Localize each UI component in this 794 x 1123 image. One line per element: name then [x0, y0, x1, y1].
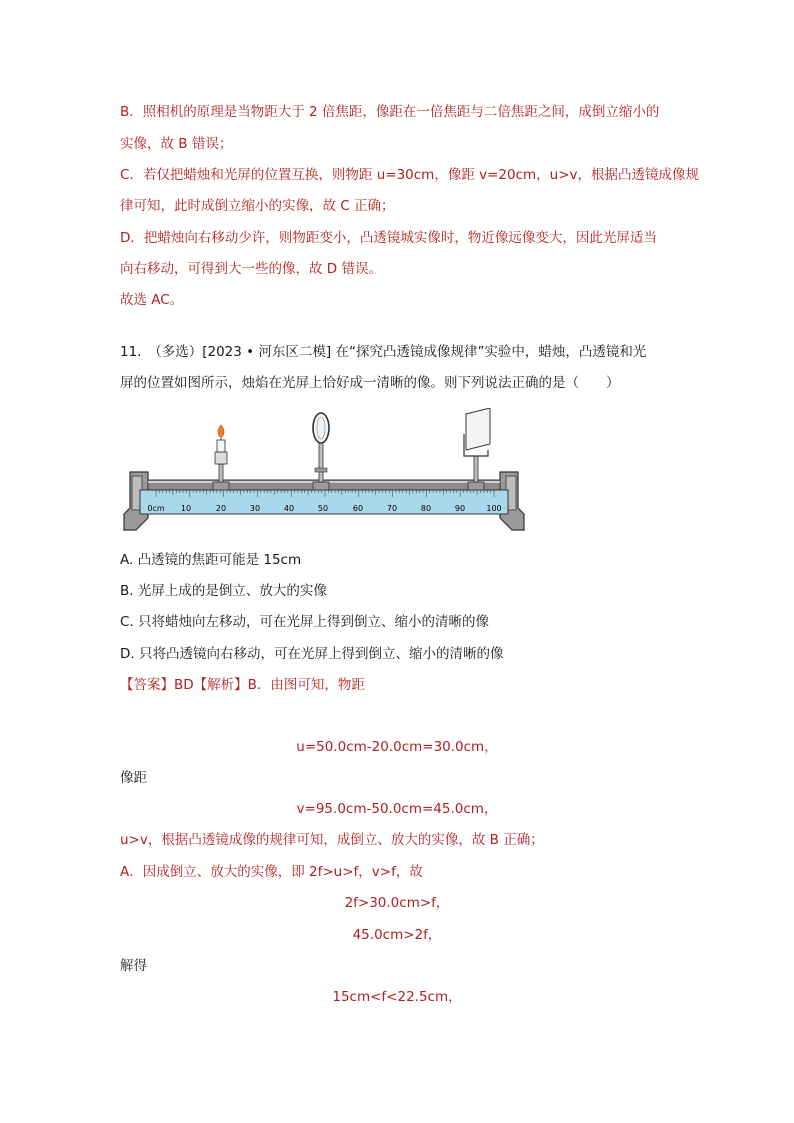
ruler-label-90: 90 [454, 504, 466, 513]
answer-line3: A．因成倒立、放大的实像，即 2f>u>f，v>f，故 [120, 864, 423, 880]
answer-eq4: 45.0cm>2f， [352, 927, 442, 943]
ruler-label-80: 80 [420, 504, 432, 513]
optical-bench-figure [118, 408, 530, 536]
option-c: C. 只将蜡烛向左移动，可在光屏上得到倒立、缩小的清晰的像 [120, 614, 490, 630]
ruler-label-70: 70 [386, 504, 398, 513]
light-screen [464, 408, 490, 490]
explanation-prev-line2: 实像，故 B 错误； [120, 136, 233, 152]
explanation-prev-line4: 律可知，此时成倒立缩小的实像，故 C 正确； [120, 198, 395, 214]
answer-line2: u>v，根据凸透镜成像的规律可知，成倒立、放大的实像，故 B 正确； [120, 832, 544, 848]
ruler-label-100: 100 [486, 504, 502, 513]
ruler-label-40: 40 [283, 504, 295, 513]
explanation-prev-line5: D．把蜡烛向右移动少许，则物距变小，凸透镜城实像时，物近像远像变大，因此光屏适当 [120, 230, 657, 246]
explanation-prev-line7: 故选 AC。 [120, 292, 184, 308]
explanation-prev-line3: C．若仅把蜡烛和光屏的位置互换，则物距 u=30cm，像距 v=20cm，u>v，根据凸透镜成像规 [120, 167, 700, 183]
option-b: B. 光屏上成的是倒立、放大的实像 [120, 583, 327, 599]
question-line2: 屏的位置如图所示，烛焰在光屏上恰好成一清晰的像。则下列说法正确的是（ ） [120, 375, 620, 391]
answer-solve-label: 解得 [120, 958, 147, 974]
answer-eq5: 15cm<f<22.5cm， [332, 989, 462, 1005]
answer-line1: 【答案】BD【解析】B．由图可知，物距 [120, 677, 365, 693]
ruler-label-10: 10 [180, 504, 192, 513]
option-d: D. 只将凸透镜向右移动，可在光屏上得到倒立、缩小的清晰的像 [120, 646, 504, 662]
ruler-label-0: 0cm [147, 504, 165, 513]
answer-eq1: u=50.0cm-20.0cm=30.0cm， [296, 739, 498, 755]
ruler-label-20: 20 [215, 504, 227, 513]
explanation-prev-line1: B．照相机的原理是当物距大于 2 倍焦距，像距在一倍焦距与二倍焦距之间，成倒立缩小的 [120, 104, 660, 120]
answer-eq3: 2f>30.0cm>f， [344, 895, 450, 911]
ruler-label-60: 60 [352, 504, 364, 513]
ruler-label-30: 30 [249, 504, 261, 513]
ruler-label-50: 50 [317, 504, 329, 513]
convex-lens [313, 413, 329, 490]
question-line1: 11. （多选）[2023 • 河东区二模] 在“探究凸透镜成像规律”实验中，蜡烛，凸透镜和光 [120, 344, 647, 360]
option-a: A. 凸透镜的焦距可能是 15cm [120, 552, 302, 568]
candle-flame [218, 425, 224, 437]
answer-eq2: v=95.0cm-50.0cm=45.0cm， [296, 801, 498, 817]
answer-image-distance-label: 像距 [120, 770, 147, 786]
explanation-prev-line6: 向右移动，可得到大一些的像，故 D 错误。 [120, 261, 382, 277]
